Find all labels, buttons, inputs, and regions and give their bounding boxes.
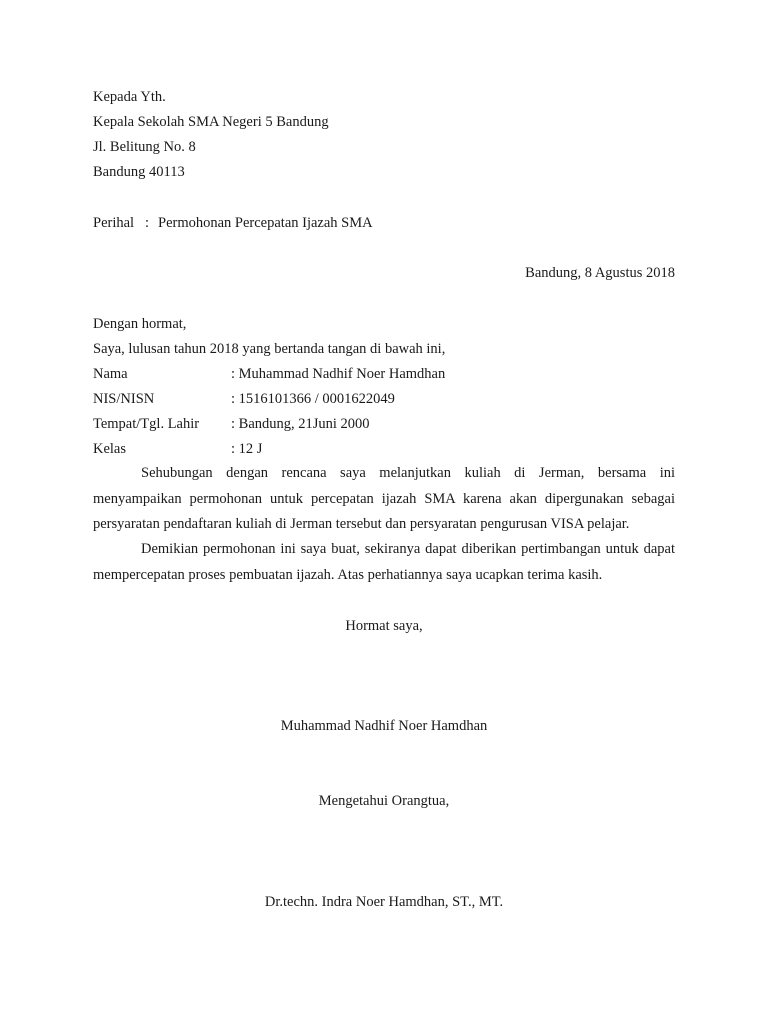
identity-label: Nama bbox=[93, 366, 128, 382]
recipient-line-4: Bandung 40113 bbox=[93, 164, 185, 180]
intro-text: Saya, lulusan tahun 2018 yang bertanda tangan di bawah ini, bbox=[93, 341, 446, 357]
identity-value: : 12 J bbox=[231, 441, 263, 457]
salutation: Dengan hormat, bbox=[93, 316, 187, 332]
identity-value: : 1516101366 / 0001622049 bbox=[231, 391, 395, 407]
signer-name: Muhammad Nadhif Noer Hamdhan bbox=[280, 718, 488, 734]
identity-value: : Muhammad Nadhif Noer Hamdhan bbox=[231, 366, 446, 382]
body-paragraph-1: Sehubungan dengan rencana saya melanjutkan kuliah di Jerman, bersama ini menyampaikan permohonan untuk percepatan ijazah SMA karena akan dipergunakan sebagai persyaratan pendaftaran kuliah di Jerman tersebut dan persyaratan pengurusan VISA pelajar. bbox=[93, 465, 675, 532]
recipient-line-1: Kepada Yth. bbox=[93, 89, 166, 105]
parent-name: Dr.techn. Indra Noer Hamdhan, ST., MT. bbox=[264, 894, 504, 910]
identity-label: Kelas bbox=[93, 441, 127, 457]
identity-label: NIS/NISN bbox=[93, 391, 155, 407]
identity-row-nis bbox=[93, 390, 675, 408]
identity-row-birth bbox=[93, 415, 675, 433]
body-paragraph-2: Demikian permohonan ini saya buat, sekiranya dapat diberikan pertimbangan untuk dapat mempercepatan proses pembuatan ijazah. Atas perhatiannya saya ucapkan terima kasih. bbox=[93, 541, 675, 583]
identity-row-name bbox=[93, 365, 675, 383]
identity-label: Tempat/Tgl. Lahir bbox=[93, 416, 200, 432]
subject-label: Perihal bbox=[93, 215, 135, 231]
subject-colon: : bbox=[145, 215, 150, 231]
closing: Hormat saya, bbox=[345, 618, 423, 634]
acknowledged-label: Mengetahui Orangtua, bbox=[318, 793, 450, 809]
identity-value: : Bandung, 21Juni 2000 bbox=[231, 416, 370, 432]
recipient-line-2: Kepala Sekolah SMA Negeri 5 Bandung bbox=[93, 114, 329, 130]
subject-value: Permohonan Percepatan Ijazah SMA bbox=[158, 215, 373, 231]
place-date: Bandung, 8 Agustus 2018 bbox=[525, 265, 675, 281]
identity-row-class bbox=[93, 440, 675, 458]
recipient-line-3: Jl. Belitung No. 8 bbox=[93, 139, 196, 155]
